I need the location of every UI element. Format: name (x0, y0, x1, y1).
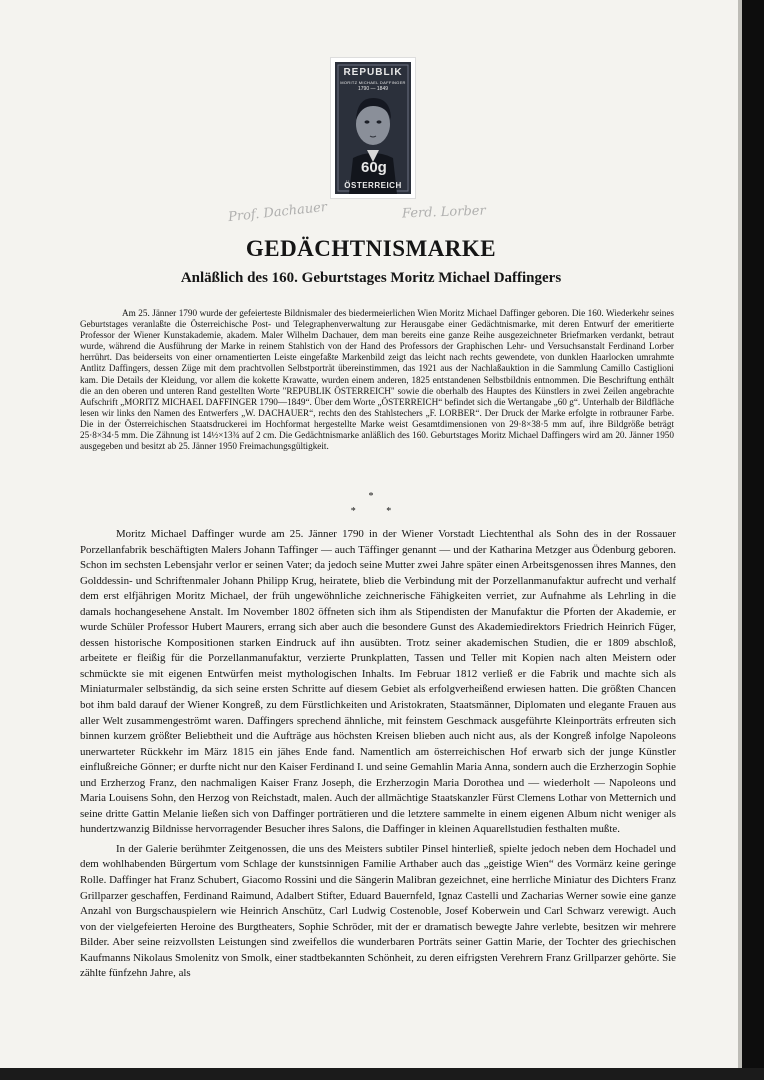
postage-stamp (331, 58, 415, 198)
intro-paragraph: Am 25. Jänner 1790 wurde der gefeierteste Bildnismaler des biedermeierlichen Wien Moritz Michael Daffinger geboren. Die 160. Wiederkehr seines Geburtstages veranlaßte die Österreichische Post- und Telegraphenverwaltung zur Herausgabe einer Gedächtnismarke, mit deren Entwurf der emeritierte Professor der Wiener Kunstakademie, akadem. Maler Wilhelm Dachauer, dem man bereits eine ganze Reihe ausgezeichneter Briefmarken verdankt, betraut wurde, während die Ausführung der Marke in reinem Stahlstich von der Hand des Professors der Graphischen Lehr- und Versuchsanstalt Ferdinand Lorber herrührt. Das beiderseits von einer ornamentierten Leiste eingefaßte Markenbild zeigt das leicht nach rechts gewendete, von dunklen Haarlocken umrahmte Antlitz Daffingers, dessen Züge mit dem prachtvollen Selbstporträt übereinstimmen, das 1921 aus der Nachlaßauktion in die Sammlung Camillo Castiglioni kam. Die Details der Kleidung, vor allem die kokette Krawatte, wurden einem anderen, 1825 entstandenen Selbstbildnis entnommen. Die Beschriftung enthält die an den oberen und unteren Rand gestellten Worte "REPUBLIK ÖSTERREICH" sowie die oberhalb des Hauptes des Künstlers in zwei Zeilen angebrachte Aufschrift „MORITZ MICHAEL DAFFINGER 1790—1849“. Über dem Worte „ÖSTERREICH“ befindet sich die Wertangabe „60 g“. Unterhalb der Bildfläche lesen wir links den Namen des Entwerfers „W. DACHAUER“, rechts den des Stahlstechers „F. LORBER“. Der Druck der Marke erfolgte in rotbrauner Farbe. Die in der Österreichischen Staatsdruckerei im Hochformat hergestellte Marke weist Gesamtdimensionen von 29·8×38·5 mm auf, ihre Bildgröße beträgt 25·8×34·5 mm. Die Zähnung ist 14½×13¾ auf 2 cm. Die Gedächtnismarke anläßlich des 160. Geburtstages Moritz Michael Daffingers wird am 20. Jänner 1950 ausgegeben und besitzt ab 25. Jänner 1950 Freimachungsgültigkeit. (80, 308, 674, 452)
separator-star-top: * (368, 491, 374, 502)
designer-signature: Prof. Dachauer (227, 199, 328, 226)
stamp-years: 1790 — 1849 (357, 86, 389, 92)
separator-stars-bottom: * * (350, 506, 406, 517)
stamp-country: ÖSTERREICH (344, 181, 402, 190)
scan-border-bottom (0, 1068, 764, 1080)
biography-text (80, 527, 676, 982)
intro-section (80, 308, 674, 452)
scan-border-right (742, 0, 764, 1080)
stamp-name-line: MORITZ MICHAEL DAFFINGER (340, 80, 406, 85)
body-paragraph: Moritz Michael Daffinger wurde am 25. Jänner 1790 in der Wiener Vorstadt Liechtenthal als Sohn des in der Rossauer Porzellanfabrik beschäftigten Malers Johann Taffinger — auch Täffinger genannt — und der Katharina Metzger aus Ödenburg geboren. Schon im sechsten Lebensjahr verlor er seinen Vater; da jedoch seine Mutter zwei Jahre später einen Arbeitsgenossen ihres Mannes, den Golddessin- und Schriftenmaler Johann Philipp Krug, heiratete, blieb die Verbindung mit der Porzellanmanufaktur aufrecht und verhalf dem erst elfjährigen Moritz Michael, der früh ungewöhnliche zeichnerische Fähigkeiten verriet, zur Aufnahme als Lehrling in die damals hochangesehene Anstalt. Im November 1802 öffneten sich ihm als Stipendisten der Manufaktur die Pforten der Akademie, er wurde Schüler Professor Hubert Maurers, errang sich aber auch die besondere Gunst des Akademiedirektors Friedrich Heinrich Füger, dessen historische Kompositionen starken Eindruck auf ihn ausübten. Trotz seiner akademischen Studien, die er 1809 abschloß, arbeitete er fleißig für die Porzellanmanufaktur, verzierte Prunkplatten, Tassen und Teller mit Kopien nach alten Meistern oder schmückte sie mit eigenen Entwürfen meist mythologischen Inhalts. Im Februar 1812 verließ er die Fabrik und machte sich als Miniaturmaler selbständig, da sich seine ersten Schritte auf diesem Gebiet als erfolgverheißend erwiesen hatten. Die größten Chancen bot ihm bald darauf der Wiener Kongreß, zu dem Fürstlichkeiten und Aristokraten, Staatsmänner, Diplomaten und elegante Frauen aus aller Welt zusammengeströmt waren. Daffingers sprechend ähnliche, mit feinstem Geschmack ausgeführte Kleinporträts erfreuten sich binnen kurzem größter Beliebtheit und die Aufträge aus höchsten Kreisen blieben auch nicht aus, als der Kongreß infolge Napoleons unerwarteter Rückkehr im März 1815 ein jähes Ende fand. Namentlich am österreichischen Hof erwarb sich der junge Künstler einflußreiche Gönner; er durfte nicht nur den Kaiser Ferdinand I. und seine Gemahlin Maria Anna, sondern auch die Erzherzogin Sophie und Erzherzog Franz, den nachmaligen Kaiser Franz Joseph, die Erzherzogin Maria Dorothea und — wiederholt — Napoleons und Maria Louisens Sohn, den Herzog von Reichstadt, malen. Auch der allmächtige Staatskanzler Fürst Clemens Lothar von Metternich und seine dritte Gattin Melanie ließen sich von Daffinger porträtieren und die letztere sammelte in einem eigenen Album nicht weniger als hundertzwanzig Bildnisse hervorragender Besucher ihres Salons, die Daffinger in kleinen Aquarellstudien festhalten mußte. (80, 528, 676, 836)
stamp-republic-text: REPUBLIK (343, 67, 403, 78)
engraver-signature: Ferd. Lorber (401, 203, 486, 222)
stamp-value: 60g (361, 159, 387, 176)
page-subtitle: Anläßlich des 160. Geburtstages Moritz Michael Daffingers (180, 270, 562, 286)
stamp-image (335, 62, 411, 194)
page-title: GEDÄCHTNISMARKE (245, 236, 497, 261)
body-paragraph: In der Galerie berühmter Zeitgenossen, die uns des Meisters subtiler Pinsel hinterließ, spielte jedoch neben dem Hochadel und dem wohlhabenden Bürgertum vom Schlage der kunstsinnigen Familie Arthaber auch das „geistige Wien“ des Vormärz keine geringe Rolle. Daffinger hat Franz Schubert, Giacomo Rossini und die Sängerin Malibran gezeichnet, eine herrliche Miniatur des Dichters Franz Grillparzer geschaffen, Ferdinand Raimund, Adalbert Stifter, Eduard Bauernfeld, Ignaz Castelli und Zacharias Werner sowie eine ganze Anzahl von Burgschauspielern wie Heinrich Anschütz, Carl Ludwig Costenoble, Josef Koberwein und Carl Schwarz verewigt. Auch von der vielgefeierten Heroine des Burgtheaters, Sophie Schröder, mit der er dramatisch bewegte Jahre verlebte, besitzen wir mehrere Bilder. Aber seine reizvollsten Leistungen sind zweifellos die wunderbaren Porträts seiner Gattin Marie, der Tochter des griechischen Kaufmanns Nikolaus Smolenitz von Smolk, einer stadtbekannten Schönheit, zu deren eifrigsten Verehrern Franz Grillparzer gehörte. Sie zählte fünfzehn Jahre, als (80, 842, 676, 980)
